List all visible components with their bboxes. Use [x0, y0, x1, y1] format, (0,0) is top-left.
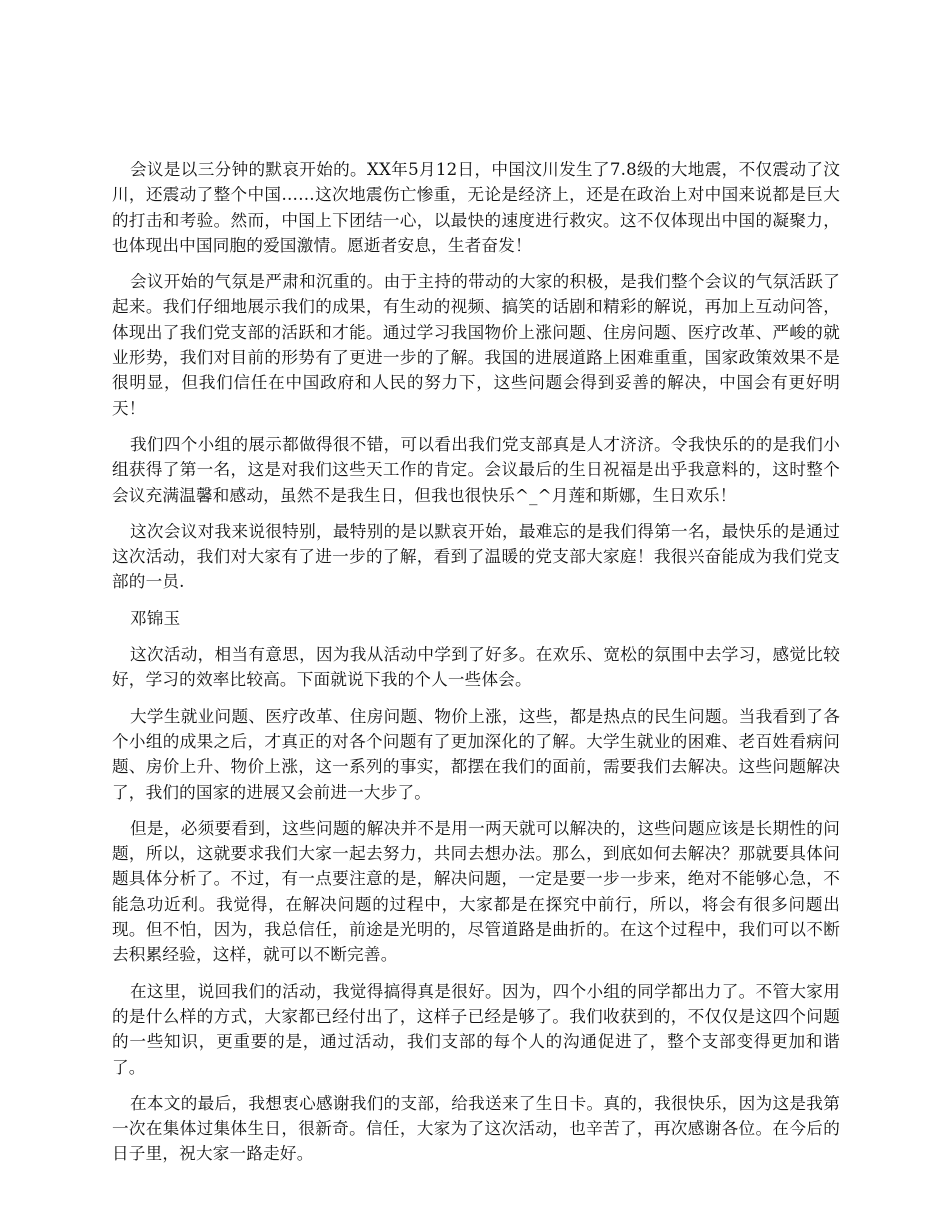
paragraph: 我们四个小组的展示都做得很不错，可以看出我们党支部真是人才济济。令我快乐的的是我们小组获得了第一名，这是对我们这些天工作的肯定。会议最后的生日祝福是出乎我意料的，这时整个会议充满温馨和感动，虽然不是我生日，但我也很快乐^_^月莲和斯娜，生日欢乐！: [112, 434, 840, 505]
paragraph: 在本文的最后，我想衷心感谢我们的支部，给我送来了生日卡。真的，我很快乐，因为这是我第一次在集体过集体生日，很新奇。信任，大家为了这次活动，也辛苦了，再次感谢各位。在今后的日子里，祝大家一路走好。: [112, 1093, 840, 1164]
document-body: [112, 157, 840, 1178]
paragraph: 会议开始的气氛是严肃和沉重的。由于主持的带动的大家的积极，是我们整个会议的气氛活跃了起来。我们仔细地展示我们的成果，有生动的视频、搞笑的话剧和精彩的解说，再加上互动问答，体现出了我们党支部的活跃和才能。通过学习我国物价上涨问题、住房问题、医疗改革、严峻的就业形势，我们对目前的形势有了更进一步的了解。我国的进展道路上困难重重，国家政策效果不是很明显，但我们信任在中国政府和人民的努力下，这些问题会得到妥善的解决，中国会有更好明天！: [112, 272, 840, 418]
paragraph: 大学生就业问题、医疗改革、住房问题、物价上涨，这些，都是热点的民生问题。当我看到了各个小组的成果之后，才真正的对各个问题有了更加深化的了解。大学生就业的困难、老百姓看病问题、房价上升、物价上涨，这一系列的事实，都摆在我们的面前，需要我们去解决。这些问题解决了，我们的国家的进展又会前进一大步了。: [112, 706, 840, 802]
paragraph: 会议是以三分钟的默哀开始的。XX年5月12日，中国汶川发生了7.8级的大地震，不仅震动了汶川，还震动了整个中国……这次地震伤亡惨重，无论是经济上，还是在政治上对中国来说都是巨大的打击和考验。然而，中国上下团结一心，以最快的速度进行救灾。这不仅体现出中国的凝聚力，也体现出中国同胞的爱国激情。愿逝者安息，生者奋发！: [112, 160, 840, 255]
paragraph: 这次会议对我来说很特别，最特别的是以默哀开始，最难忘的是我们得第一名，最快乐的是通过这次活动，我们对大家有了进一步的了解，看到了温暖的党支部大家庭！我很兴奋能成为我们党支部的一员.: [112, 521, 840, 592]
paragraph: 在这里，说回我们的活动，我觉得搞得真是很好。因为，四个小组的同学都出力了。不管大家用的是什么样的方式，大家都已经付出了，这样子已经是够了。我们收获到的，不仅仅是这四个问题的一些知识，更重要的是，通过活动，我们支部的每个人的沟通促进了，整个支部变得更加和谐了。: [112, 981, 840, 1077]
author-name: 邓锦玉: [130, 608, 181, 628]
paragraph: 但是，必须要看到，这些问题的解决并不是用一两天就可以解决的，这些问题应该是长期性的问题，所以，这就要求我们大家一起去努力，共同去想办法。那么，到底如何去解决？那就要具体问题具体分析了。不过，有一点要注意的是，解决问题，一定是要一步一步来，绝对不能够心急，不能急功近利。我觉得，在解决问题的过程中，大家都是在探究中前行，所以，将会有很多问题出现。但不怕，因为，我总信任，前途是光明的，尽管道路是曲折的。在这个过程中，我们可以不断去积累经验，这样，就可以不断完善。: [112, 818, 840, 965]
paragraph: 这次活动，相当有意思，因为我从活动中学到了好多。在欢乐、宽松的氛围中去学习，感觉比较好，学习的效率比较高。下面就说下我的个人一些体会。: [112, 645, 840, 690]
